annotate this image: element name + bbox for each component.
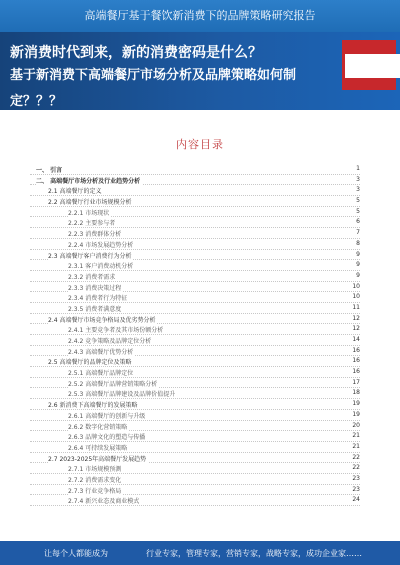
- toc-entry-label: [68, 272, 117, 281]
- toc-row[interactable]: [30, 431, 360, 442]
- toc-row[interactable]: [30, 164, 360, 175]
- toc-entry-label: [68, 261, 135, 270]
- toc-row[interactable]: [30, 250, 360, 261]
- toc-entry-label: [68, 229, 123, 238]
- toc-entry-text: 市场规模预测: [85, 466, 122, 474]
- toc-row[interactable]: [30, 335, 360, 346]
- toc-entry-text: 消费需求变化: [85, 476, 122, 484]
- toc-entry-text: 数字化营销策略: [85, 423, 128, 431]
- toc-page-number: 23: [352, 474, 360, 482]
- toc-page-number: 17: [352, 378, 360, 386]
- toc-entry-number: 2.6.2: [68, 423, 84, 431]
- toc-page-number: 16: [352, 357, 360, 365]
- toc-page-number: 5: [356, 207, 360, 215]
- toc-page-number: 1: [356, 165, 360, 172]
- toc-row[interactable]: [30, 271, 360, 282]
- toc-entry-label: [68, 443, 129, 452]
- promo-banner: [0, 32, 400, 110]
- toc-entry-label: [48, 400, 139, 409]
- toc-page-number: 6: [356, 218, 360, 226]
- toc-entry-number: 2.3.5: [68, 305, 84, 313]
- toc-title: 内容目录: [176, 138, 224, 151]
- toc-entry-text: 客户消费动机分析: [85, 263, 134, 271]
- toc-entry-text: 可持续发展策略: [85, 444, 128, 452]
- toc-entry-label: [48, 197, 133, 206]
- toc-entry-number: 2.3.4: [68, 295, 84, 303]
- toc-entry-number: 2.3.3: [68, 284, 84, 292]
- toc-entry-label: [68, 464, 123, 473]
- banner-subheadline-line1: 基于新消费下高端餐厅市场分析及品牌策略如何制: [10, 68, 297, 83]
- toc-entry-number: 2.2.2: [68, 220, 84, 228]
- toc-entry-text: 高端餐厅品牌营销策略分析: [85, 380, 158, 388]
- toc-entry-number: 一、: [36, 167, 49, 174]
- toc-row[interactable]: [30, 410, 360, 421]
- toc-page-number: 9: [356, 271, 360, 279]
- toc-entry-text: 消费者满意度: [85, 305, 122, 313]
- toc-entry-number: 2.5.1: [68, 370, 84, 378]
- toc-entry-label: [48, 186, 103, 195]
- table-of-contents: [30, 164, 360, 506]
- toc-entry-number: 2.2.3: [68, 231, 84, 239]
- toc-entry-text: 消费群体分析: [85, 231, 122, 239]
- toc-row[interactable]: [30, 495, 360, 506]
- toc-row[interactable]: [30, 367, 360, 378]
- toc-page-number: 7: [356, 229, 360, 237]
- banner-subheadline: [10, 66, 340, 118]
- toc-entry-label: [48, 315, 157, 324]
- toc-entry-number: 2.3.1: [68, 263, 84, 271]
- toc-entry-text: 高端餐厅客户消费行为分析: [59, 252, 132, 260]
- toc-entry-label: [68, 379, 159, 388]
- toc-page-number: 16: [352, 368, 360, 376]
- toc-entry-text: 高端餐厅市场分析及行业趋势分析: [50, 177, 141, 185]
- toc-entry-label: [68, 411, 147, 420]
- toc-entry-label: [68, 432, 147, 441]
- footer-slogan-right: 行业专家，管理专家，营销专家，战略专家，成功企业家……: [146, 549, 362, 558]
- toc-page-number: 11: [352, 303, 360, 311]
- toc-entry-label: [68, 240, 135, 249]
- toc-entry-text: 引言: [50, 167, 63, 174]
- toc-page-number: 19: [352, 400, 360, 408]
- toc-page-number: 16: [352, 346, 360, 354]
- toc-row[interactable]: [30, 324, 360, 335]
- toc-row[interactable]: [30, 346, 360, 357]
- toc-entry-text: 高端餐厅市场竞争格局及优劣势分析: [59, 316, 156, 324]
- toc-entry-text: 高端餐厅的品牌定位及策略: [59, 359, 132, 367]
- toc-entry-text: 新消费下高端餐厅的发展策略: [59, 402, 138, 410]
- toc-row[interactable]: [30, 303, 360, 314]
- toc-entry-number: 2.6.4: [68, 444, 84, 452]
- toc-page-number: 9: [356, 261, 360, 269]
- toc-entry-number: 2.4.2: [68, 338, 84, 345]
- toc-row[interactable]: [30, 474, 360, 485]
- toc-entry-number: 2.6: [48, 402, 58, 410]
- toc-entry-number: 2.2: [48, 199, 58, 207]
- toc-entry-number: 2.1: [48, 188, 58, 196]
- toc-row[interactable]: [30, 282, 360, 293]
- banner-headline: 新消费时代到来，新的消费密码是什么？: [10, 45, 262, 61]
- toc-entry-text: 品牌文化的塑造与传播: [85, 434, 146, 442]
- toc-page-number: 5: [356, 197, 360, 205]
- toc-entry-number: 2.3: [48, 252, 58, 260]
- toc-entry-label: [68, 208, 111, 217]
- toc-row[interactable]: [30, 356, 360, 367]
- toc-entry-label: [68, 475, 123, 484]
- banner-subheadline-line2: 定？？？: [10, 94, 63, 109]
- toc-entry-text: 消费者需求: [85, 273, 116, 281]
- toc-entry-label: [48, 357, 133, 366]
- toc-row[interactable]: [30, 442, 360, 453]
- toc-row[interactable]: [30, 196, 360, 207]
- toc-row[interactable]: [30, 485, 360, 496]
- toc-entry-number: 2.3.2: [68, 273, 84, 281]
- toc-page-number: 9: [356, 250, 360, 258]
- toc-page-number: 8: [356, 239, 360, 247]
- toc-entry-label: [68, 293, 129, 302]
- toc-entry-number: 2.2.1: [68, 209, 84, 217]
- toc-entry-number: 2.5.3: [68, 391, 84, 399]
- toc-page-number: 21: [352, 442, 360, 450]
- toc-entry-number: 2.7: [48, 455, 58, 463]
- toc-entry-label: [68, 496, 141, 505]
- toc-entry-label: [68, 218, 117, 227]
- toc-entry-text: 高端餐厅品牌建设及品牌价值提升: [85, 391, 176, 399]
- toc-entry-text: 消费者行为特征: [85, 295, 128, 303]
- toc-entry-label: [48, 251, 133, 260]
- toc-entry-label: [36, 165, 64, 174]
- toc-entry-number: 2.6.3: [68, 434, 84, 442]
- toc-row[interactable]: [30, 228, 360, 239]
- toc-row[interactable]: [30, 399, 360, 410]
- toc-page-number: 24: [352, 496, 360, 504]
- toc-entry-number: 2.7.2: [68, 476, 84, 484]
- toc-entry-text: 2023-2025年高端餐厅发展趋势: [59, 455, 147, 463]
- toc-page-number: 12: [352, 314, 360, 322]
- toc-entry-text: 市场现状: [85, 209, 110, 217]
- toc-entry-number: 2.4.3: [68, 348, 84, 356]
- toc-entry-label: [68, 422, 129, 431]
- toc-entry-text: 新兴业态及商业模式: [85, 498, 140, 506]
- toc-entry-label: [68, 304, 123, 313]
- toc-page-number: 23: [352, 485, 360, 493]
- toc-row[interactable]: [30, 292, 360, 303]
- toc-entry-number: 二、: [36, 177, 49, 185]
- toc-page-number: 3: [356, 186, 360, 194]
- toc-entry-text: 竞争策略及品牌定位分析: [85, 338, 152, 345]
- toc-entry-text: 主要竞争者及其市场份额分析: [85, 327, 164, 335]
- toc-entry-number: 2.7.1: [68, 466, 84, 474]
- toc-entry-number: 2.4: [48, 316, 58, 324]
- toc-row[interactable]: [30, 453, 360, 464]
- toc-page-number: 14: [352, 336, 360, 343]
- report-title: 高端餐厅基于餐饮新消费下的品牌策略研究报告: [84, 9, 316, 22]
- toc-entry-label: [68, 486, 123, 495]
- toc-entry-label: [68, 325, 165, 334]
- toc-entry-number: 2.4.1: [68, 327, 84, 335]
- toc-entry-text: 高端餐厅的定义: [59, 188, 102, 196]
- toc-page-number: 12: [352, 325, 360, 333]
- toc-page-number: 21: [352, 432, 360, 440]
- toc-entry-label: [68, 368, 135, 377]
- toc-page-number: 10: [352, 293, 360, 301]
- toc-row[interactable]: [30, 217, 360, 228]
- toc-page-number: 19: [352, 410, 360, 418]
- toc-page-number: 22: [352, 464, 360, 472]
- toc-entry-label: [36, 176, 142, 185]
- toc-entry-number: 2.2.4: [68, 241, 84, 249]
- toc-row[interactable]: [30, 378, 360, 389]
- toc-page-number: 10: [352, 282, 360, 290]
- toc-row[interactable]: [30, 239, 360, 250]
- toc-entry-text: 高端餐厅优势分析: [85, 348, 134, 356]
- toc-entry-number: 2.7.3: [68, 487, 84, 495]
- toc-page-number: 3: [356, 175, 360, 183]
- toc-entry-label: [68, 347, 135, 356]
- toc-entry-label: [68, 336, 153, 345]
- toc-entry-label: [68, 283, 123, 292]
- toc-row[interactable]: [30, 175, 360, 186]
- toc-entry-number: 2.5.2: [68, 380, 84, 388]
- toc-entry-number: 2.6.1: [68, 412, 84, 420]
- toc-entry-text: 消费决策过程: [85, 284, 122, 292]
- toc-row[interactable]: [30, 260, 360, 271]
- toc-entry-text: 行业竞争格局: [85, 487, 122, 495]
- toc-entry-number: 2.7.4: [68, 498, 84, 506]
- toc-row[interactable]: [30, 207, 360, 218]
- toc-entry-number: 2.5: [48, 359, 58, 367]
- toc-row[interactable]: [30, 463, 360, 474]
- footer-bar: [0, 541, 400, 565]
- toc-entry-label: [68, 389, 177, 398]
- toc-page-number: 18: [352, 389, 360, 397]
- banner-corner-cutout: [345, 54, 400, 78]
- toc-row[interactable]: [30, 314, 360, 325]
- toc-page-number: 20: [352, 421, 360, 429]
- toc-entry-text: 高端餐厅品牌定位: [85, 370, 134, 378]
- toc-entry-label: [48, 454, 148, 463]
- toc-row[interactable]: [30, 421, 360, 432]
- toc-entry-text: 主要参与者: [85, 220, 116, 228]
- toc-entry-text: 市场发展趋势分析: [85, 241, 134, 249]
- toc-row[interactable]: [30, 185, 360, 196]
- toc-entry-text: 高端餐厅的创新与升级: [85, 412, 146, 420]
- toc-page-number: 22: [352, 453, 360, 461]
- report-header-bar: [0, 0, 400, 32]
- toc-entry-text: 高端餐厅行业市场规模分析: [59, 199, 132, 207]
- footer-slogan-left: 让每个人都能成为: [44, 549, 108, 558]
- toc-row[interactable]: [30, 388, 360, 399]
